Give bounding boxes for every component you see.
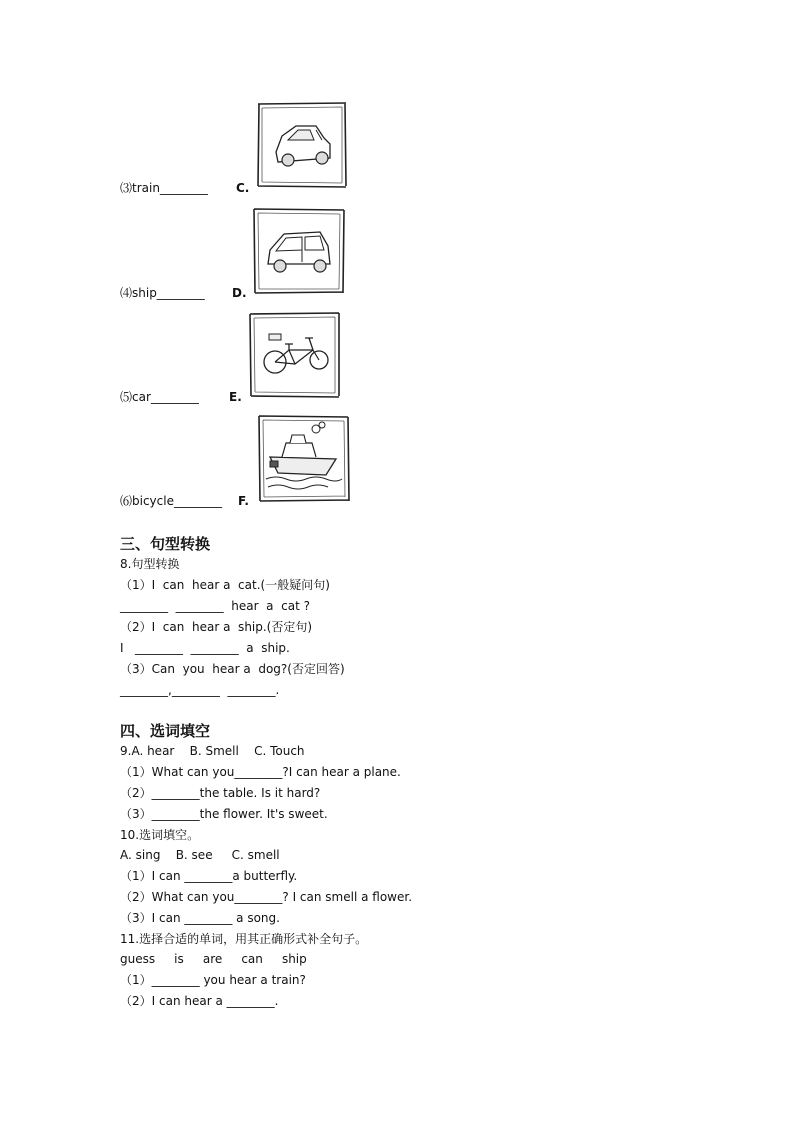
q9-line-3: （3）________the flower. It's sweet. bbox=[120, 807, 328, 821]
q9-line-1: （1）What can you________?I can hear a plane. bbox=[120, 765, 401, 779]
section-3-heading: 三、句型转换 bbox=[120, 535, 211, 553]
q8-line-2: ________ ________ hear a cat ? bbox=[120, 599, 310, 613]
q8-line-1: （1）I can hear a cat.(一般疑问句) bbox=[120, 578, 330, 592]
q10-line-2: （2）What can you________? I can smell a flower. bbox=[120, 890, 413, 904]
match-label-5: ⑸car________ bbox=[120, 390, 199, 404]
q11-title: 11.选择合适的单词，用其正确形式补全句子。 bbox=[120, 932, 368, 946]
ship-icon bbox=[256, 413, 352, 505]
match-option-d: D. bbox=[232, 286, 247, 300]
q8-title: 8.句型转换 bbox=[120, 557, 180, 571]
q8-line-3: （2）I can hear a ship.(否定句) bbox=[120, 620, 313, 634]
q9-options: 9.A. hear B. Smell C. Touch bbox=[120, 744, 305, 758]
q11-word-bank: guess is are can ship bbox=[120, 952, 307, 966]
match-label-3: ⑶train________ bbox=[120, 181, 208, 195]
car-icon bbox=[254, 100, 350, 190]
bicycle-icon bbox=[247, 310, 343, 400]
match-label-4: ⑷ship________ bbox=[120, 286, 205, 300]
match-label-6: ⑹bicycle________ bbox=[120, 494, 222, 508]
q9-line-2: （2）________the table. Is it hard? bbox=[120, 786, 321, 800]
minivan-icon bbox=[250, 206, 348, 296]
section-4-heading: 四、选词填空 bbox=[120, 722, 211, 740]
match-option-f: F. bbox=[238, 494, 249, 508]
q8-line-6: ________,________ ________. bbox=[120, 683, 280, 697]
q10-line-1: （1）I can ________a butterfly. bbox=[120, 869, 298, 883]
q8-line-5: （3）Can you hear a dog?(否定回答) bbox=[120, 662, 345, 676]
q11-line-1: （1）________ you hear a train? bbox=[120, 973, 306, 987]
q8-line-4: I ________ ________ a ship. bbox=[120, 641, 290, 655]
q10-title: 10.选词填空。 bbox=[120, 828, 200, 842]
q11-line-2: （2）I can hear a ________. bbox=[120, 994, 279, 1008]
match-option-e: E. bbox=[229, 390, 242, 404]
q10-options: A. sing B. see C. smell bbox=[120, 848, 280, 862]
q10-line-3: （3）I can ________ a song. bbox=[120, 911, 280, 925]
match-option-c: C. bbox=[236, 181, 250, 195]
